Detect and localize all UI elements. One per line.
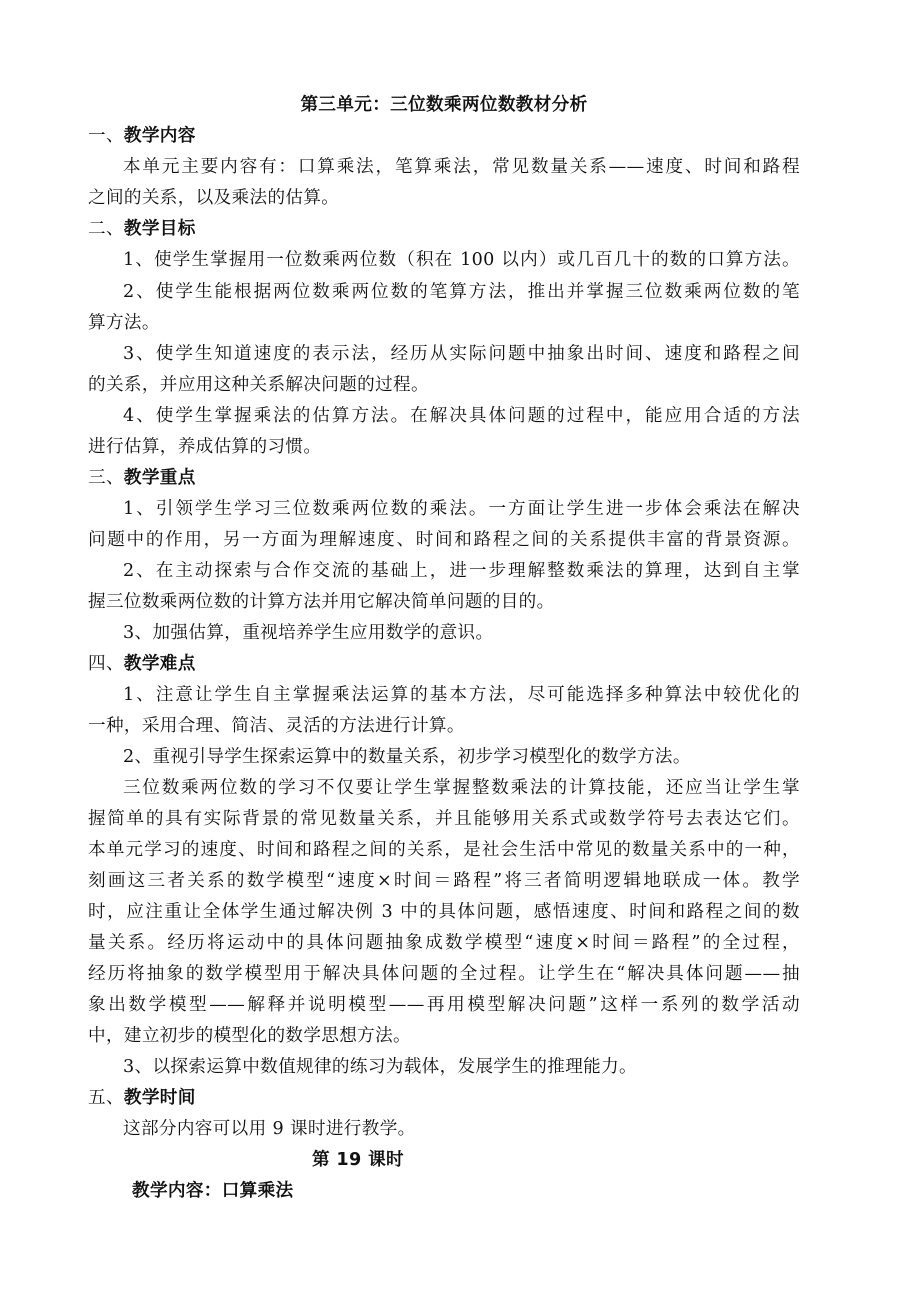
lesson-content: 教学内容：口算乘法 (132, 1181, 294, 1201)
lesson-title: 第 19 课时 (312, 1150, 404, 1170)
section-heading-difficulties (88, 649, 800, 680)
paragraph-line: 2、使学生能根据两位数乘两位数的笔算方法，推出并掌握三位数乘两位数的笔 (123, 282, 800, 302)
paragraph-line: 刻画这三者关系的数学模型“速度×时间＝路程”将三者简明逻辑地联成一体。教学 (88, 871, 800, 891)
paragraph-line: 3、以探索运算中数值规律的练习为载体，发展学生的推理能力。 (123, 1057, 637, 1077)
section-title: 教学时间 (123, 1088, 196, 1108)
paragraph-line: 握简单的具有实际背景的常见数量关系，并且能够用关系式或数学符号去表达它们。 (88, 809, 800, 829)
paragraph-line: 4、使学生掌握乘法的估算方法。在解决具体问题的过程中，能应用合适的方法 (123, 406, 800, 426)
section-number: 一、 (88, 126, 124, 146)
section-heading-content (88, 121, 800, 152)
paragraph-line: 中，建立初步的模型化的数学思想方法。 (88, 1026, 411, 1046)
paragraph-line: 算方法。 (88, 313, 160, 333)
paragraph-line: 1、使学生掌握用一位数乘两位数（积在 100 以内）或几百几十的数的口算方法。 (123, 250, 800, 270)
paragraph-line: 三位数乘两位数的学习不仅要让学生掌握整数乘法的计算技能，还应当让学生掌 (123, 778, 800, 798)
paragraph-line: 经历将抽象的数学模型用于解决具体问题的全过程。让学生在“解决具体问题——抽 (88, 964, 800, 984)
paragraph-line: 进行估算，养成估算的习惯。 (88, 437, 322, 457)
section-number: 四、 (88, 654, 124, 674)
paragraph-line: 3、加强估算，重视培养学生应用数学的意识。 (123, 623, 494, 643)
paragraph-line: 2、在主动探索与合作交流的基础上，进一步理解整数乘法的算理，达到自主掌 (123, 561, 800, 581)
document-title: 第三单元：三位数乘两位数教材分析 (300, 95, 588, 115)
section-heading-objectives (88, 214, 800, 245)
section-heading-key-points (88, 463, 800, 494)
paragraph-line: 2、重视引导学生探索运算中的数量关系，初步学习模型化的数学方法。 (123, 747, 691, 767)
paragraph-line: 1、注意让学生自主掌握乘法运算的基本方法，尽可能选择多种算法中较优化的 (123, 685, 800, 705)
section-heading-teaching-time (88, 1083, 800, 1114)
paragraph-line: 时，应注重让全体学生通过解决例 3 中的具体问题，感悟速度、时间和路程之间的数 (88, 902, 800, 922)
paragraph-line: 本单元主要内容有：口算乘法，笔算乘法，常见数量关系——速度、时间和路程 (123, 157, 800, 177)
section-title: 教学难点 (123, 654, 196, 674)
section-number: 五、 (88, 1088, 124, 1108)
paragraph-line: 的关系，并应用这种关系解决问题的过程。 (88, 375, 429, 395)
paragraph-line: 1、引领学生学习三位数乘两位数的乘法。一方面让学生进一步体会乘法在解决 (123, 499, 800, 519)
paragraph-line: 3、使学生知道速度的表示法，经历从实际问题中抽象出时间、速度和路程之间 (123, 344, 800, 364)
section-number: 三、 (88, 468, 124, 488)
paragraph-line: 之间的关系，以及乘法的估算。 (88, 188, 340, 208)
section-title: 教学内容 (123, 126, 196, 146)
paragraph-line: 握三位数乘两位数的计算方法并用它解决简单问题的目的。 (88, 592, 555, 612)
paragraph-line: 象出数学模型——解释并说明模型——再用模型解决问题”这样一系列的数学活动 (88, 995, 800, 1015)
paragraph-line: 本单元学习的速度、时间和路程之间的关系，是社会生活中常见的数量关系中的一种， (88, 840, 800, 860)
paragraph-line: 问题中的作用，另一方面为理解速度、时间和路程之间的关系提供丰富的背景资源。 (88, 530, 800, 550)
paragraph-line: 一种，采用合理、简洁、灵活的方法进行计算。 (88, 716, 465, 736)
section-number: 二、 (88, 219, 124, 239)
section-title: 教学目标 (123, 219, 196, 239)
paragraph-line: 这部分内容可以用 9 课时进行教学。 (123, 1119, 416, 1139)
section-title: 教学重点 (123, 468, 196, 488)
paragraph-line: 量关系。经历将运动中的具体问题抽象成数学模型“速度×时间＝路程”的全过程， (88, 933, 800, 953)
